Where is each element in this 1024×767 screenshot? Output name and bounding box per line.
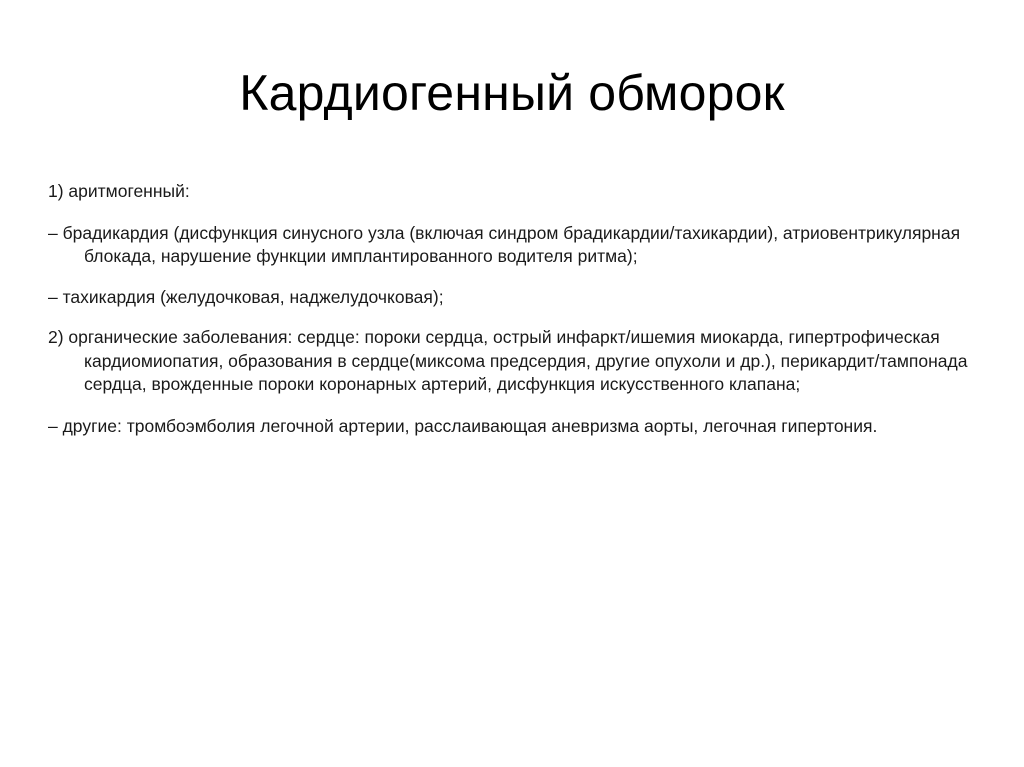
slide-title: Кардиогенный обморок: [239, 65, 785, 121]
list-item-tachycardia: – тахикардия (желудочковая, наджелудочковая);: [48, 286, 444, 307]
list-item-other: – другие: тромбоэмболия легочной артерии, расслаивающая аневризма аорты, легочная гипертония.: [48, 415, 878, 436]
slide-content: [48, 180, 988, 438]
list-item-organic-diseases: 2) органические заболевания: сердце: пороки сердца, острый инфаркт/ишемия миокарда, гипертрофическая кардиомиопатия, образования в сердце(миксома предсердия, другие опухоли и др.), перикардит/тампонада сердца, врожденные пороки коронарных артерий, дисфункция искусственного клапана;: [48, 327, 968, 394]
list-item-arrhythmogenic: 1) аритмогенный:: [48, 181, 190, 201]
list-item-bradycardia: – брадикардия (дисфункция синусного узла (включая синдром брадикардии/тахикардии), атриовентрикулярная блокада, нарушение функции имплантированного водителя ритма);: [48, 222, 961, 266]
